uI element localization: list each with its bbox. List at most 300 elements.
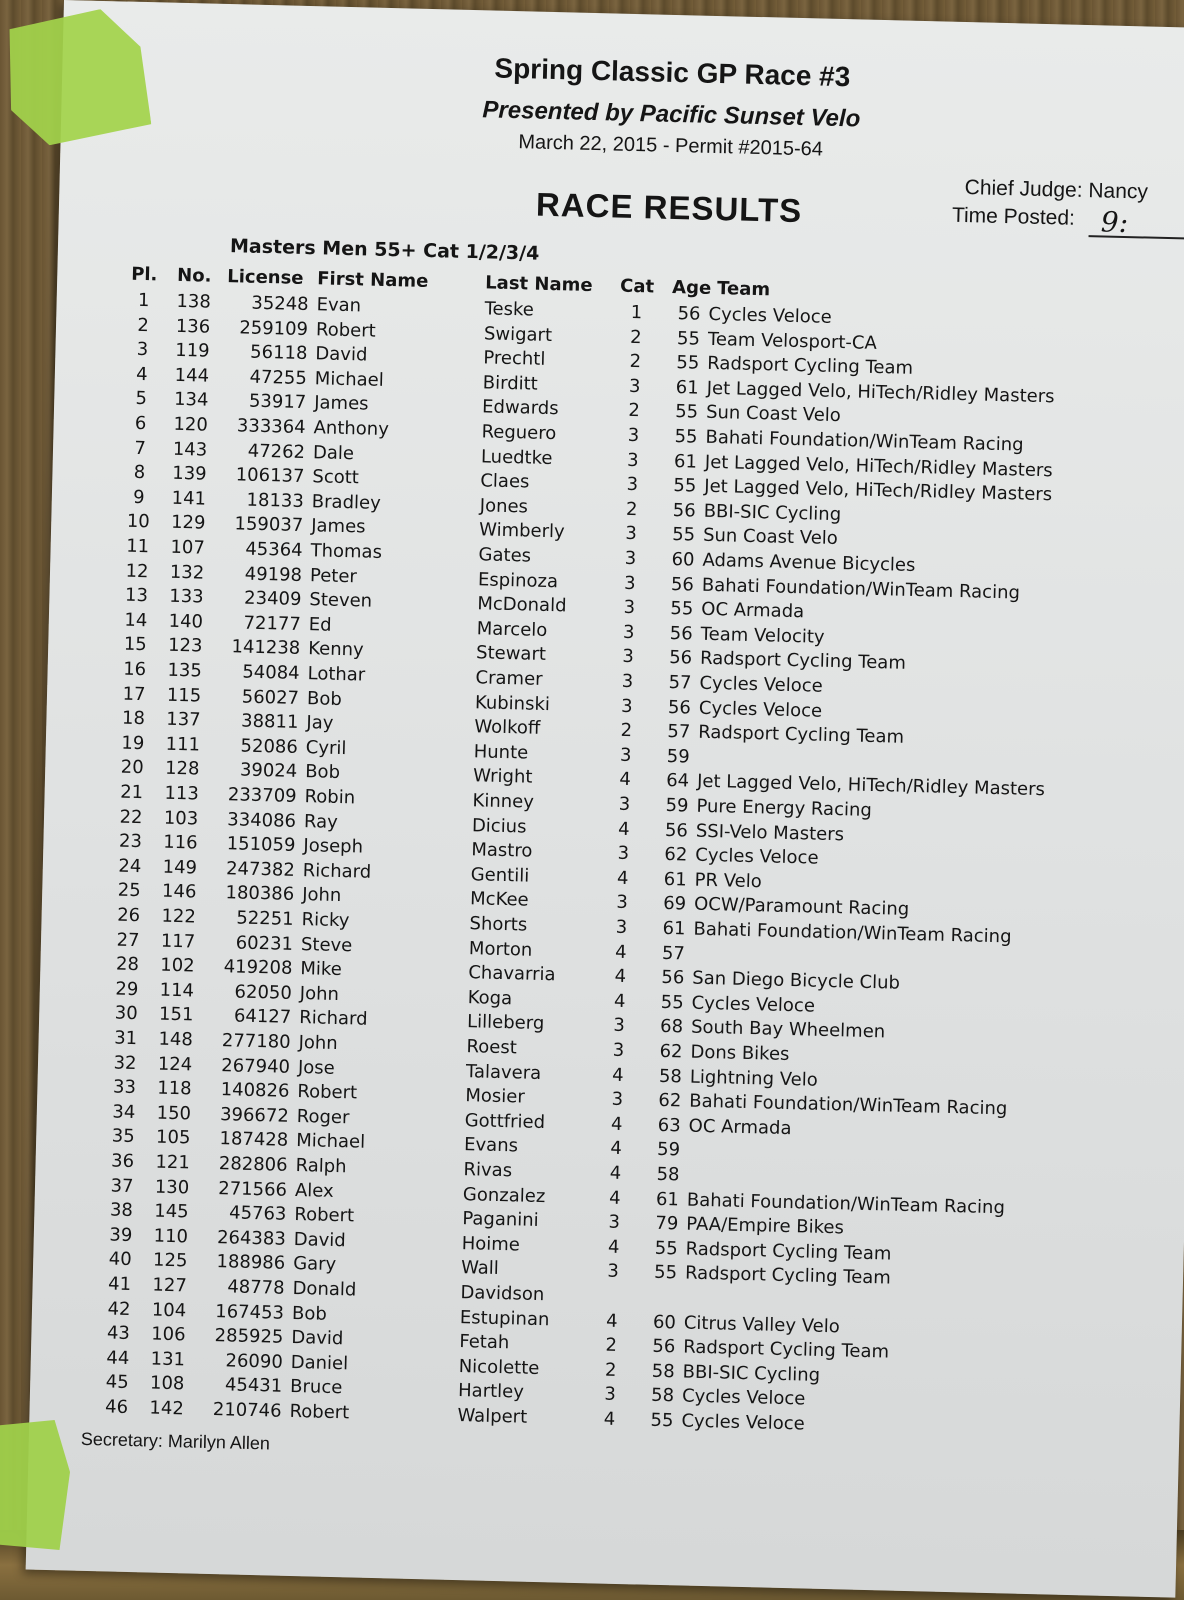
cell-license: 419208 [223,956,293,980]
cell-place: 17 [122,683,146,705]
cell-place: 10 [126,511,150,533]
cell-team: BBI-SIC Cycling [682,1361,821,1386]
cell-last-name: Teske [484,298,535,321]
cell-age [649,1287,677,1288]
cell-license: 159037 [234,513,304,537]
cell-bib-number: 102 [159,954,195,977]
col-header-no: No. [176,264,212,287]
cell-team: Jet Lagged Velo, HiTech/Ridley Masters [696,771,1046,801]
cell-place: 24 [118,855,142,877]
cell-category: 2 [605,1334,618,1357]
cell-license: 187428 [219,1128,289,1152]
cell-place: 34 [112,1101,136,1123]
cell-last-name: Kinney [472,790,535,813]
cell-category: 3 [617,842,630,865]
cell-last-name: Stewart [475,642,547,666]
cell-team: Adams Avenue Bicycles [702,549,916,576]
cell-license: 396672 [219,1103,290,1127]
cell-place: 11 [125,535,150,558]
cell-place: 43 [106,1322,131,1345]
cell-category: 2 [620,720,633,742]
cell-team: South Bay Wheelmen [690,1017,886,1043]
cell-license: 277180 [221,1030,291,1053]
cell-place: 40 [108,1248,132,1271]
cell-first-name: Gary [292,1253,337,1276]
cell-bib-number: 133 [169,585,204,608]
cell-last-name: Gentili [470,863,530,887]
cell-last-name: Wolkoff [474,716,541,740]
cell-place: 1 [137,289,150,312]
cell-place: 13 [124,584,149,607]
cell-place: 18 [121,707,146,730]
cell-license: 141238 [231,636,301,660]
cell-team: San Diego Bicycle Club [692,967,901,994]
cell-age: 68 [659,1016,684,1038]
cell-place: 22 [119,806,143,828]
cell-license: 56118 [249,341,308,365]
cell-bib-number: 141 [171,487,207,510]
cell-age: 59 [665,794,689,817]
cell-first-name: Thomas [310,540,383,563]
cell-place: 39 [109,1224,133,1246]
cell-age: 57 [667,721,691,743]
cell-license: 106137 [235,464,305,488]
cell-first-name: Lothar [307,663,366,686]
cell-category: 3 [627,424,640,447]
cell-last-name: Cramer [475,667,543,690]
cell-team: OC Armada [701,598,805,623]
cell-category: 3 [611,1088,624,1111]
cell-bib-number: 119 [175,340,210,362]
cell-team: BBI-SIC Cycling [703,500,842,525]
cell-category: 4 [617,818,630,840]
cell-team: Bahati Foundation/WinTeam Racing [705,426,1024,456]
cell-age: 55 [676,327,701,350]
cell-age: 58 [658,1065,683,1088]
cell-license: 45364 [245,538,303,561]
cell-license: 52251 [236,907,294,930]
cell-place: 26 [116,904,141,927]
cell-bib-number: 118 [156,1077,192,1100]
cell-bib-number: 116 [163,831,198,854]
cell-age: 62 [664,844,688,866]
cell-age: 59 [656,1139,681,1161]
cell-age: 56 [652,1335,676,1358]
cell-bib-number: 130 [154,1176,190,1199]
cell-bib-number: 128 [164,758,200,780]
cell-team: PR Velo [694,869,763,893]
cell-age: 62 [658,1090,682,1112]
cell-last-name: Lilleberg [466,1011,545,1035]
secretary-signoff: Secretary: Marilyn Allen [80,1428,271,1454]
cell-place: 19 [121,732,145,754]
cell-category: 3 [612,1039,625,1061]
cell-age: 62 [659,1040,683,1063]
cell-team: SSI-Velo Masters [695,820,845,845]
cell-license: 47262 [247,440,306,463]
cell-age: 58 [650,1385,675,1407]
cell-place: 7 [134,437,147,459]
results-table [58,262,1184,1435]
cell-first-name: Ricky [301,909,350,932]
cell-last-name: Reguero [481,421,557,445]
cell-last-name: Claes [480,470,530,493]
cell-place: 33 [112,1076,137,1099]
cell-first-name: Bradley [311,491,381,514]
cell-category: 3 [620,695,633,717]
cell-category: 4 [603,1408,616,1430]
cell-first-name: Anthony [313,417,390,441]
cell-license: 56027 [241,686,300,709]
results-sheet [26,0,1184,1598]
cell-bib-number: 125 [152,1249,188,1272]
cell-age: 59 [666,745,690,768]
cell-category: 3 [613,1015,626,1037]
cell-bib-number: 144 [174,364,210,387]
cell-age: 56 [668,647,693,669]
cell-category: 2 [604,1359,617,1381]
cell-age: 79 [655,1213,679,1235]
cell-category: 3 [623,597,636,619]
cell-first-name: Evan [316,294,362,317]
cell-license: 49198 [244,563,303,586]
cell-bib-number: 145 [153,1200,189,1223]
cell-first-name: Bob [291,1302,328,1325]
cell-first-name: John [298,1032,338,1054]
cell-team: Pure Energy Racing [696,795,873,821]
cell-last-name: Gottfried [464,1109,546,1133]
cell-first-name: Mike [300,958,343,981]
race-dateline: March 22, 2015 - Permit #2015-64 [518,131,824,161]
cell-last-name: Hartley [457,1380,525,1404]
cell-license: 180386 [225,882,295,906]
cell-first-name: Kenny [307,638,364,661]
cell-bib-number: 148 [158,1028,194,1051]
cell-place: 5 [135,388,148,410]
cell-category: 3 [622,621,635,643]
cell-age: 61 [673,450,698,473]
cell-team: Bahati Foundation/WinTeam Racing [689,1090,1008,1120]
cell-first-name: Richard [298,1007,368,1031]
cell-last-name: Gonzalez [462,1183,546,1207]
cell-category: 3 [615,916,628,939]
cell-first-name: Joseph [303,835,364,858]
col-header-team: Team [716,278,771,301]
cell-last-name: Estupinan [459,1306,550,1330]
cell-first-name: James [310,515,366,538]
cell-place: 41 [107,1273,132,1296]
cell-team: Radsport Cycling Team [699,648,907,675]
cell-place: 12 [125,560,149,582]
cell-bib-number: 132 [169,561,205,584]
cell-last-name: Kubinski [474,691,551,715]
cell-license: 233709 [227,784,297,807]
cell-last-name: Morton [468,937,533,961]
cell-team: Cycles Veloce [695,844,819,869]
cell-license: 264383 [216,1226,287,1250]
cell-license: 52086 [240,735,299,758]
cell-category: 3 [616,892,629,914]
cell-bib-number: 129 [170,512,206,534]
cell-bib-number: 103 [163,807,199,830]
cell-category: 4 [610,1113,623,1135]
cell-bib-number: 107 [170,536,206,559]
cell-category: 2 [625,498,638,520]
cell-age: 55 [674,401,699,424]
cell-category: 3 [625,523,638,545]
cell-last-name: Koga [467,986,513,1010]
cell-category: 4 [610,1138,623,1160]
cell-first-name: Ed [308,613,332,636]
cell-license: 247382 [225,858,296,881]
cell-bib-number: 138 [176,290,212,313]
cell-license: 282806 [218,1153,288,1176]
cell-age: 56 [677,303,701,325]
cell-license: 45763 [228,1202,287,1225]
cell-age: 58 [651,1360,675,1383]
cell-license: 72177 [243,612,302,635]
cell-place: 38 [109,1199,134,1222]
cell-place: 28 [115,953,140,976]
cell-first-name: Michael [295,1130,366,1154]
cell-place: 46 [104,1396,129,1418]
cell-last-name: Chavarria [468,962,556,986]
cell-category: 4 [607,1236,620,1258]
cell-age: 61 [675,376,699,399]
cell-first-name: Michael [314,368,385,391]
cell-last-name: Marcelo [476,618,548,641]
cell-first-name: Ray [303,810,339,833]
cell-category: 1 [630,301,643,324]
cell-place: 15 [123,634,147,656]
cell-license: 333364 [236,415,306,439]
cell-age: 55 [673,475,697,497]
cell-bib-number: 108 [149,1372,185,1395]
cell-bib-number: 111 [165,733,201,756]
cell-place: 4 [135,363,148,385]
cell-age: 55 [670,598,694,620]
cell-place: 6 [134,412,147,435]
cell-team: Sun Coast Velo [705,402,842,427]
cell-first-name: Donald [292,1277,357,1301]
cell-last-name: Jones [479,495,529,518]
cell-category [593,1285,633,1286]
cell-team: Team Velosport-CA [707,328,878,354]
cell-last-name: Mosier [465,1085,525,1108]
cell-place: 30 [114,1002,138,1025]
cell-category: 3 [607,1261,620,1283]
cell-first-name: Dale [312,441,355,464]
cell-team: Radsport Cycling Team [698,721,905,748]
cell-category: 3 [623,572,636,594]
cell-first-name: Robert [294,1204,355,1227]
cell-category: 4 [616,867,629,889]
cell-license: 60231 [235,932,294,955]
cell-last-name: Birditt [482,372,539,395]
cell-age: 56 [661,967,685,989]
cell-license: 45431 [224,1374,283,1398]
cell-first-name: Robin [304,786,356,809]
col-header-age: Age [671,276,712,299]
cell-place: 2 [137,314,150,336]
cell-last-name: McDonald [477,593,567,617]
cell-bib-number: 127 [152,1274,188,1297]
cell-team: Cycles Veloce [681,1410,805,1435]
cell-first-name: Ralph [295,1155,347,1178]
cell-category: 3 [608,1211,621,1234]
cell-team: Cycles Veloce [699,672,823,697]
category-heading: Masters Men 55+ Cat 1/2/3/4 [229,235,540,265]
cell-place: 45 [105,1371,129,1394]
cell-bib-number: 106 [150,1323,186,1346]
cell-team: Radsport Cycling Team [684,1262,892,1289]
cell-place: 32 [113,1052,137,1074]
cell-age: 64 [665,770,690,792]
cell-place: 3 [136,339,149,361]
cell-team: Jet Lagged Velo, HiTech/Ridley Masters [704,475,1053,506]
cell-age: 61 [655,1188,680,1210]
cell-bib-number: 143 [172,438,208,461]
cell-bib-number: 113 [164,782,200,805]
cell-first-name: Bob [304,761,341,784]
cell-age: 56 [664,819,689,842]
cell-place: 35 [111,1125,135,1148]
cell-age: 61 [663,868,687,891]
cell-place: 9 [132,486,145,508]
cell-last-name: Talavera [465,1060,542,1084]
cell-place: 29 [115,978,139,1000]
cell-bib-number: 150 [156,1102,192,1125]
cell-category: 3 [622,646,635,668]
cell-place: 21 [119,781,144,804]
cell-first-name: John [299,982,340,1005]
cell-team: Bahati Foundation/WinTeam Racing [701,574,1021,604]
cell-bib-number: 146 [161,881,197,903]
cell-license: 285925 [214,1325,284,1348]
cell-age: 63 [657,1114,681,1137]
cell-bib-number: 121 [155,1151,191,1174]
cell-category: 2 [629,326,642,348]
cell-first-name: Bruce [289,1376,343,1399]
cell-last-name: Mastro [471,839,533,862]
cell-first-name: Cyril [305,736,347,759]
cell-last-name: Prechtl [483,347,546,371]
cell-bib-number: 151 [158,1004,194,1026]
cell-license: 267940 [221,1054,291,1078]
cell-first-name: John [301,884,342,907]
cell-license: 62050 [234,981,293,1004]
cell-last-name: Edwards [481,396,559,420]
cell-category: 4 [605,1310,618,1332]
cell-category: 4 [608,1187,621,1209]
cell-place: 23 [118,830,143,853]
cell-category: 4 [611,1064,624,1086]
cell-last-name: Shorts [469,913,528,936]
masking-tape-bottom [0,1420,70,1550]
cell-team: Dons Bikes [690,1041,790,1066]
cell-team: Bahati Foundation/WinTeam Racing [693,918,1012,948]
cell-bib-number: 131 [150,1348,186,1371]
cell-last-name: Walpert [457,1405,528,1428]
cell-place: 42 [107,1298,131,1320]
cell-team: Radsport Cycling Team [707,353,914,380]
cell-first-name: James [313,392,369,415]
cell-license: 47255 [249,366,308,389]
cell-category: 4 [613,990,626,1012]
cell-age: 58 [656,1163,680,1186]
cell-last-name: Dicius [471,814,527,838]
cell-age: 56 [669,622,693,645]
cell-team: Citrus Valley Velo [683,1312,841,1337]
cell-last-name: Gates [478,544,532,567]
cell-bib-number: 134 [173,389,209,412]
cell-license: 140826 [220,1079,290,1103]
cell-category: 3 [604,1384,617,1406]
cell-place: 25 [117,879,141,902]
cell-age: 55 [650,1409,674,1432]
cell-license: 53917 [248,391,307,414]
cell-license: 64127 [233,1005,292,1029]
cell-place: 44 [106,1347,130,1369]
cell-last-name: Espinoza [477,568,559,592]
cell-place: 27 [116,929,140,951]
cell-team: Cycles Veloce [698,697,823,722]
cell-place: 20 [120,757,144,779]
cell-age: 55 [671,524,696,546]
cell-first-name: David [315,343,368,366]
cell-team: Cycles Veloce [681,1385,806,1410]
cell-license: 271566 [218,1177,288,1201]
cell-team: OCW/Paramount Racing [693,894,910,921]
cell-age: 55 [660,991,684,1014]
cell-age: 56 [667,696,692,719]
cell-team: Radsport Cycling Team [685,1238,892,1265]
cell-team: Sun Coast Velo [702,525,839,550]
cell-category: 3 [621,670,634,693]
cell-bib-number: 140 [168,610,204,633]
cell-bib-number: 104 [151,1299,187,1321]
cell-first-name: Jay [306,712,334,734]
cell-first-name: Daniel [290,1351,349,1375]
cell-first-name: Bob [306,687,343,710]
cell-category: 3 [618,793,631,816]
cell-place: 8 [133,462,146,484]
cell-category: 2 [629,351,642,373]
cell-team: Jet Lagged Velo, HiTech/Ridley Masters [704,451,1053,481]
cell-first-name: Richard [302,859,372,883]
cell-category: 4 [609,1162,622,1184]
cell-category: 4 [619,769,632,791]
cell-bib-number: 123 [167,635,203,657]
cell-last-name: McKee [469,888,529,912]
cell-first-name: Alex [294,1179,334,1202]
cell-bib-number: 139 [172,462,207,485]
cell-license: 48778 [227,1276,285,1299]
cell-bib-number: 114 [159,979,195,1002]
cell-age: 60 [671,549,695,571]
cell-first-name: David [291,1327,344,1350]
cell-last-name: Rivas [463,1159,513,1182]
cell-license: 167453 [215,1300,285,1324]
cell-age: 56 [670,573,695,596]
cell-bib-number: 136 [175,315,211,338]
cell-first-name: Robert [297,1081,358,1104]
cell-category: 2 [628,400,641,422]
col-header-license: License [227,266,304,289]
cell-first-name: David [293,1228,347,1252]
cell-age: 55 [654,1237,678,1260]
cell-age: 60 [652,1311,677,1333]
